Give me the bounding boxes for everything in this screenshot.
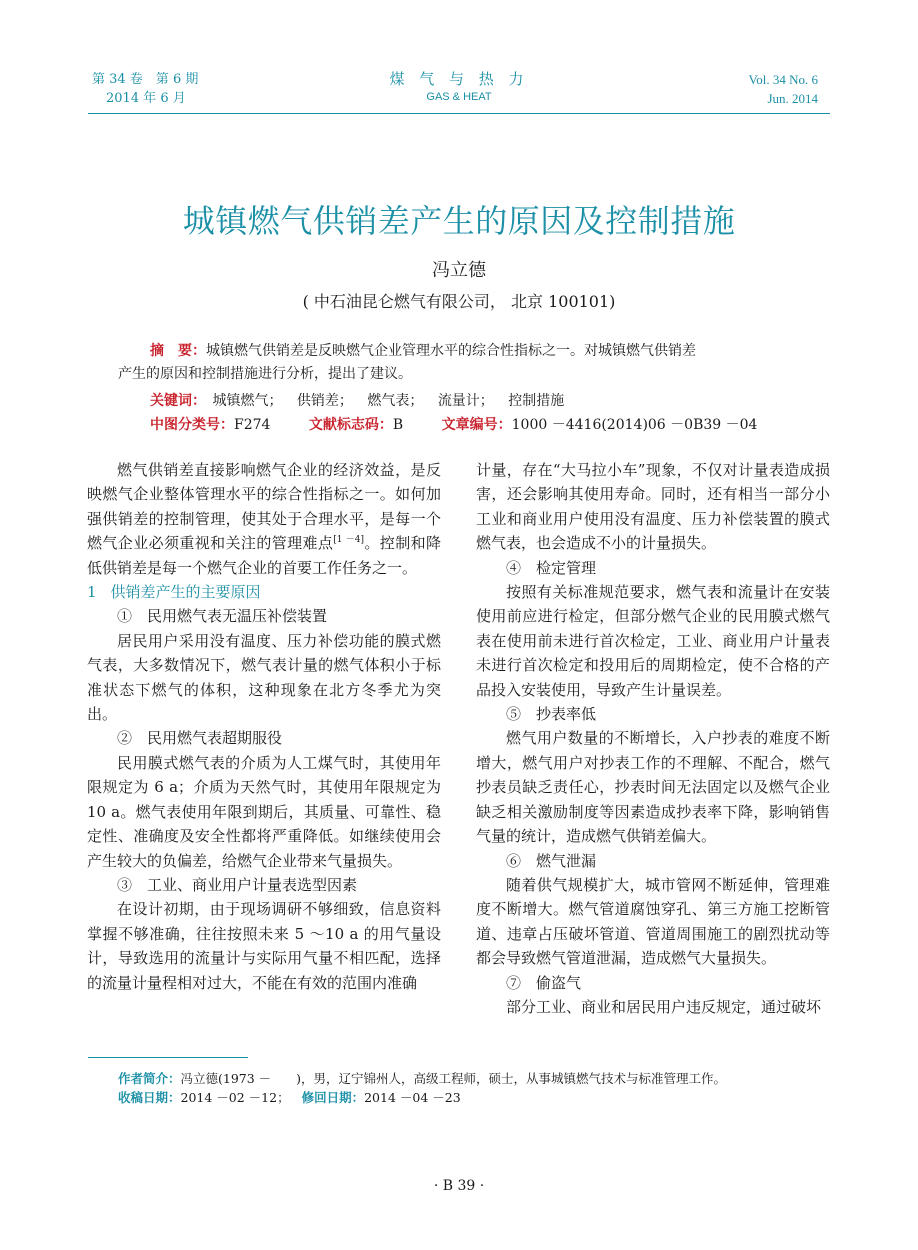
right-column — [476, 458, 830, 1019]
item-paragraph: 燃气用户数量的不断增长，入户抄表的难度不断增大，燃气用户对抄表工作的不理解、不配合，燃气抄表员缺乏责任心，抄表时间无法固定以及燃气企业缺乏相关激励制度等因素造成抄表率下降，影响销售气量的统计，造成燃气供销差偏大。 — [476, 729, 830, 846]
clc-value: F274 — [234, 417, 271, 433]
intro-text-end: 。控制和降低供销差是每一个燃气企业的首要工作任务之一。 — [87, 534, 441, 577]
item-heading: ⑥ 燃气泄漏 — [506, 851, 597, 870]
intro-text: 燃气供销差直接影响燃气企业的经济效益，是反映燃气企业整体管理水平的综合性指标之一。如何加强供销差的控制管理，使其处于合理水平，是每一个燃气企业必须重视和关注的管理难点 — [87, 461, 441, 553]
item-heading: ⑦ 偷盗气 — [506, 973, 582, 992]
article-title: 城镇燃气供销差产生的原因及控制措施 — [182, 202, 736, 240]
volume-issue-cn: 第 34 卷 第 6 期 — [92, 72, 199, 87]
article-no-value: 1000 －4416(2014)06 －0B39 －04 — [511, 417, 758, 433]
item-paragraph: 居民用户采用没有温度、压力补偿功能的膜式燃气表，大多数情况下，燃气表计量的燃气体积小于标准状态下燃气的体积，这种现象在北方冬季尤为突出。 — [87, 631, 441, 724]
item-paragraph: 部分工业、商业和居民用户违反规定，通过破坏 — [506, 997, 822, 1016]
abstract-text-2: 产生的原因和控制措施进行分析，提出了建议。 — [118, 366, 412, 382]
clc-label: 中图分类号： — [150, 417, 234, 433]
revised-date: 2014 －04 －23 — [364, 1090, 461, 1105]
item-paragraph: 随着供气规模扩大，城市管网不断延伸，管理难度不断增大。燃气管道腐蚀穿孔、第三方施工挖断管道、违章占压破坏管道、管道周围施工的剧烈扰动等都会导致燃气管道泄漏，造成燃气大量损失。 — [476, 875, 830, 968]
abstract-line-1 — [122, 340, 798, 363]
item-paragraph: 民用膜式燃气表的介质为人工煤气时，其使用年限规定为 6 a；介质为天然气时，其使用年限规定为 10 a。燃气表使用年限到期后，其质量、可靠性、稳定性、准确度及安全性都将严重降低。如继续使用会产生较大的负偏差，给燃气企业带来气量损失。 — [87, 753, 441, 870]
header-right — [749, 70, 818, 108]
continued-paragraph: 计量，存在“大马拉小车”现象，不仅对计量表造成损害，还会影响其使用寿命。同时，还有相当一部分小工业和商业用户使用没有温度、压力补偿装置的膜式燃气表，也会造成不小的计量损失。 — [476, 461, 830, 553]
keyword: 燃气表； — [367, 393, 424, 409]
abstract — [118, 340, 798, 386]
section-title: 供销差产生的主要原因 — [110, 583, 261, 602]
doc-code-label: 文献标志码： — [308, 417, 393, 433]
item-heading: ⑤ 抄表率低 — [506, 705, 597, 724]
intro-paragraph — [87, 458, 441, 580]
date-cn: 2014 年 6 月 — [106, 91, 186, 106]
journal-name-cn: 煤 气 与 热 力 — [389, 70, 529, 88]
journal-name-en: GAS & HEAT — [426, 91, 492, 103]
date-en: Jun. 2014 — [767, 91, 818, 106]
section-1-heading — [87, 580, 441, 604]
bio-label: 作者简介： — [118, 1071, 181, 1086]
keyword: 城镇燃气； — [212, 393, 283, 409]
item-paragraph: 按照有关标准规范要求，燃气表和流量计在安装使用前应进行检定，但部分燃气企业的民用膜式燃气表在使用前未进行首次检定，工业、商业用户计量表未进行首次检定和投用后的周期检定，使不合格的产品投入安装使用，导致产生计量误差。 — [476, 583, 830, 699]
item-heading: ② 民用燃气表超期服役 — [117, 729, 283, 748]
author-affiliation: ( 中石油昆仑燃气有限公司， 北京 100101) — [302, 292, 616, 311]
abstract-text-1: 城镇燃气供销差是反映燃气企业管理水平的综合性指标之一。对城镇燃气供销差 — [206, 343, 696, 359]
author-bio — [118, 1069, 726, 1088]
section-number: 1 — [87, 583, 97, 602]
keyword: 流量计； — [437, 393, 494, 409]
received-label: 收稿日期： — [118, 1090, 181, 1105]
item-heading: ③ 工业、商业用户计量表选型因素 — [117, 875, 358, 894]
keywords-label: 关键词： — [150, 393, 206, 409]
footnote-divider — [88, 1057, 248, 1058]
left-column — [87, 458, 441, 995]
item-heading: ① 民用燃气表无温压补偿装置 — [117, 607, 328, 626]
header-divider — [88, 113, 830, 114]
footnote — [118, 1069, 726, 1107]
item-heading: ④ 检定管理 — [506, 558, 597, 577]
keyword: 供销差； — [296, 393, 353, 409]
page-number: · B 39 · — [433, 1178, 485, 1194]
received-date: 2014 －02 －12； — [180, 1090, 290, 1105]
keywords — [150, 390, 572, 413]
abstract-label: 摘 要： — [150, 343, 206, 359]
article-no-label: 文章编号： — [441, 417, 512, 433]
keyword: 控制措施 — [508, 393, 565, 409]
revised-label: 修回日期： — [301, 1090, 365, 1105]
volume-issue-en: Vol. 34 No. 6 — [748, 72, 818, 87]
author-name: 冯立德 — [432, 260, 486, 281]
dates-line — [118, 1088, 726, 1107]
classification-line — [150, 414, 757, 437]
doc-code-value: B — [392, 417, 404, 433]
bio-text: 冯立德(1973 － )，男，辽宁锦州人，高级工程师，硕士，从事城镇燃气技术与标准管理工作。 — [180, 1071, 727, 1086]
item-paragraph: 在设计初期，由于现场调研不够细致，信息资料掌握不够准确，往往按照未来 5 ～10 a 的用气量设计，导致选用的流量计与实际用气量不相匹配，选择的流量计量程相对过大，不能在有效的范围内准确 — [87, 900, 441, 992]
citation-ref: [1 －4] — [333, 535, 365, 546]
